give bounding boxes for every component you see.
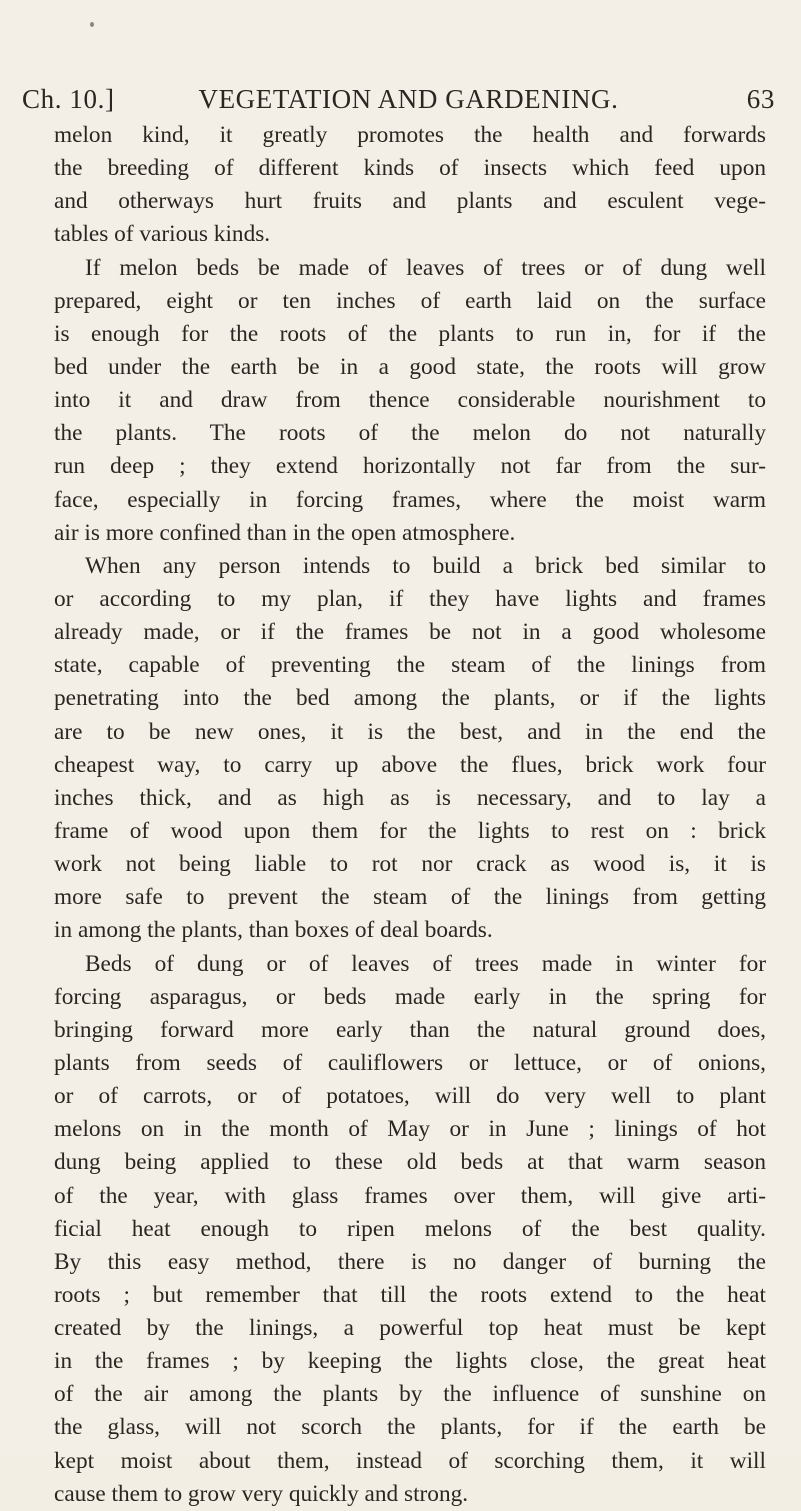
text-line: air is more confined than in the open atmosphere. xyxy=(54,519,516,546)
text-line: bringing forward more early than the natural ground does, xyxy=(54,1016,766,1043)
text-line: face, especially in forcing frames, where the moist warm xyxy=(54,486,766,513)
text-line: work not being liable to rot nor crack as wood is, it is xyxy=(54,851,766,878)
text-line: into it and draw from thence considerable nourishment to xyxy=(54,387,766,414)
text-line: forcing asparagus, or beds made early in the spring for xyxy=(54,983,766,1010)
body-text xyxy=(54,119,766,1511)
text-line: plants from seeds of cauliflowers or lettuce, or of onions, xyxy=(54,1049,766,1076)
text-line: the plants. The roots of the melon do not naturally xyxy=(54,420,766,447)
text-line: When any person intends to build a brick bed similar to xyxy=(85,552,766,579)
text-line: prepared, eight or ten inches of earth laid on the surface xyxy=(54,287,766,314)
text-line: of the year, with glass frames over them, will give arti- xyxy=(54,1182,766,1209)
text-line: or of carrots, or of potatoes, will do very well to plant xyxy=(54,1083,766,1110)
paper-speck xyxy=(90,22,94,27)
text-line: already made, or if the frames be not in a good wholesome xyxy=(54,619,766,646)
text-line: melons on in the month of May or in June ; linings of hot xyxy=(54,1116,766,1143)
text-line: and otherways hurt fruits and plants and esculent vege- xyxy=(54,188,766,215)
text-line: inches thick, and as high as is necessary, and to lay a xyxy=(54,784,766,811)
text-line: kept moist about them, instead of scorching them, it will xyxy=(54,1447,766,1474)
text-line: is enough for the roots of the plants to run in, for if the xyxy=(54,320,766,347)
text-line: in among the plants, than boxes of deal boards. xyxy=(54,917,493,944)
text-line: in the frames ; by keeping the lights close, the great heat xyxy=(54,1348,766,1375)
text-line: melon kind, it greatly promotes the health and forwards xyxy=(54,122,766,148)
running-title: VEGETATION AND GARDENING. xyxy=(198,84,619,114)
text-line: roots ; but remember that till the roots extend to the heat xyxy=(54,1281,766,1308)
running-head xyxy=(22,84,775,114)
text-line: cause them to grow very quickly and strong. xyxy=(54,1480,469,1507)
page-number: 63 xyxy=(746,84,775,114)
text-line: more safe to prevent the steam of the linings from getting xyxy=(54,884,766,911)
text-line: or according to my plan, if they have lights and frames xyxy=(54,585,766,612)
chapter-reference: Ch. 10.] xyxy=(22,84,115,114)
text-line: By this easy method, there is no danger of burning the xyxy=(54,1248,766,1275)
text-line: frame of wood upon them for the lights to rest on : brick xyxy=(54,817,766,844)
text-line: penetrating into the bed among the plants, or if the lights xyxy=(54,685,766,712)
text-line: state, capable of preventing the steam of the linings from xyxy=(54,652,766,679)
text-line: the glass, will not scorch the plants, for if the earth be xyxy=(54,1414,766,1441)
text-line: are to be new ones, it is the best, and in the end the xyxy=(54,718,766,745)
text-line: dung being applied to these old beds at that warm season xyxy=(54,1149,766,1176)
text-line: run deep ; they extend horizontally not far from the sur- xyxy=(54,453,766,480)
text-line: bed under the earth be in a good state, the roots will grow xyxy=(54,353,766,380)
text-line: tables of various kinds. xyxy=(54,221,271,248)
text-line: Beds of dung or of leaves of trees made in winter for xyxy=(85,950,766,977)
text-line: of the air among the plants by the influence of sunshine on xyxy=(54,1381,766,1408)
text-line: created by the linings, a powerful top heat must be kept xyxy=(54,1315,766,1342)
text-line: cheapest way, to carry up above the flues, brick work four xyxy=(54,751,766,778)
text-line: ficial heat enough to ripen melons of the best quality. xyxy=(54,1215,766,1242)
text-line: the breeding of different kinds of insects which feed upon xyxy=(54,155,766,182)
text-line: If melon beds be made of leaves of trees or of dung well xyxy=(85,254,766,281)
